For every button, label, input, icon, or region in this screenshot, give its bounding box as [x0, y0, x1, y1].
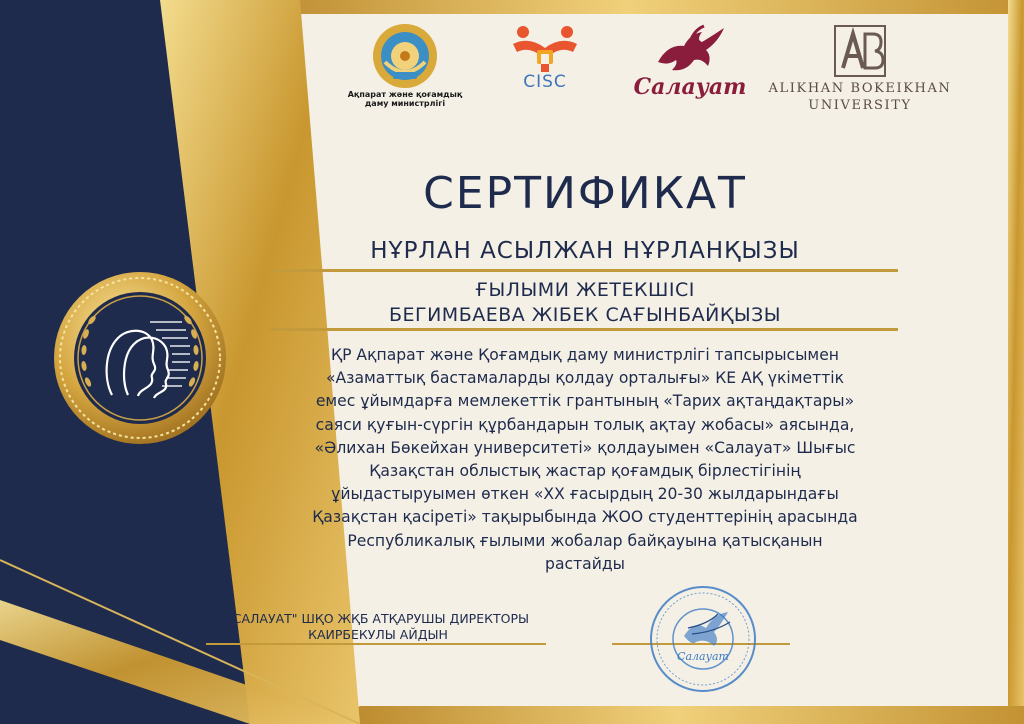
university-name-line-1: ALIKHAN BOKEIKHAN [768, 81, 952, 96]
university-monogram-icon [831, 22, 889, 80]
university-name-line-2: UNIVERSITY [808, 98, 912, 113]
certificate-title: СЕРТИФИКАТ [423, 168, 747, 219]
signature-line-left [206, 643, 546, 645]
supervisor-label: ҒЫЛЫМИ ЖЕТЕКШІСІ [475, 279, 695, 301]
signature-block [218, 611, 538, 643]
recipient-name: НҰРЛАН АСЫЛЖАН НҰРЛАНҚЫЗЫ [370, 238, 800, 264]
certificate-body-text: ҚР Ақпарат және Қоғамдық даму министрлігі тапсырысымен «Азаматтық бастамаларды қолдау орталығы» КЕ АҚ үкіметтік емес ұйымдарға мемлекеттік грантының «Тарих ақтаңдақтары» саяси қуғын-сүргін құрбандарын толық ақтау жобасы» аясында, «Әлихан Бөкейхан университеті» қолдауымен «Салауат» Шығыс Қазақстан облыстық жастар қоғамдық бірлестігінің ұйыдастыруымен өткен «ХХ ғасырдың 20-30 жылдарындағы Қазақстан қасіреті» тақырыбында ЖОО студенттерінің арасында Республикалық ғылыми жобалар байқауына қатысқанын растайды [312, 346, 858, 573]
signatory-position: "САЛАУАТ" ШҚО ЖҚБ АТҚАРУШЫ ДИРЕКТОРЫ [226, 611, 530, 626]
supervisor-underline [270, 328, 898, 331]
ministry-logo [340, 22, 470, 108]
recipient-underline [270, 269, 898, 272]
horse-rider-icon [650, 22, 730, 80]
ministry-caption-line-1: Ақпарат және қоғамдық [347, 90, 463, 99]
salauat-logo [630, 22, 750, 100]
medal-seal [54, 272, 226, 444]
cisc-logo [500, 22, 590, 92]
signatory-name: КАИРБЕКУЛЫ АЙДЫН [308, 627, 448, 642]
cisc-wordmark: CISC [523, 72, 567, 92]
partner-logos [340, 22, 960, 122]
cisc-people-icon [509, 22, 581, 74]
official-stamp [648, 584, 758, 694]
salauat-wordmark: Салауат [633, 74, 747, 100]
supervisor-name: БЕГИМБАЕВА ЖІБЕК САҒЫНБАЙҚЫЗЫ [388, 304, 782, 326]
kazakhstan-emblem-icon [371, 22, 439, 90]
university-logo [765, 22, 955, 114]
ministry-caption-line-2: даму министрлігі [364, 99, 446, 108]
stamp-center-text: Салауат [677, 650, 729, 663]
